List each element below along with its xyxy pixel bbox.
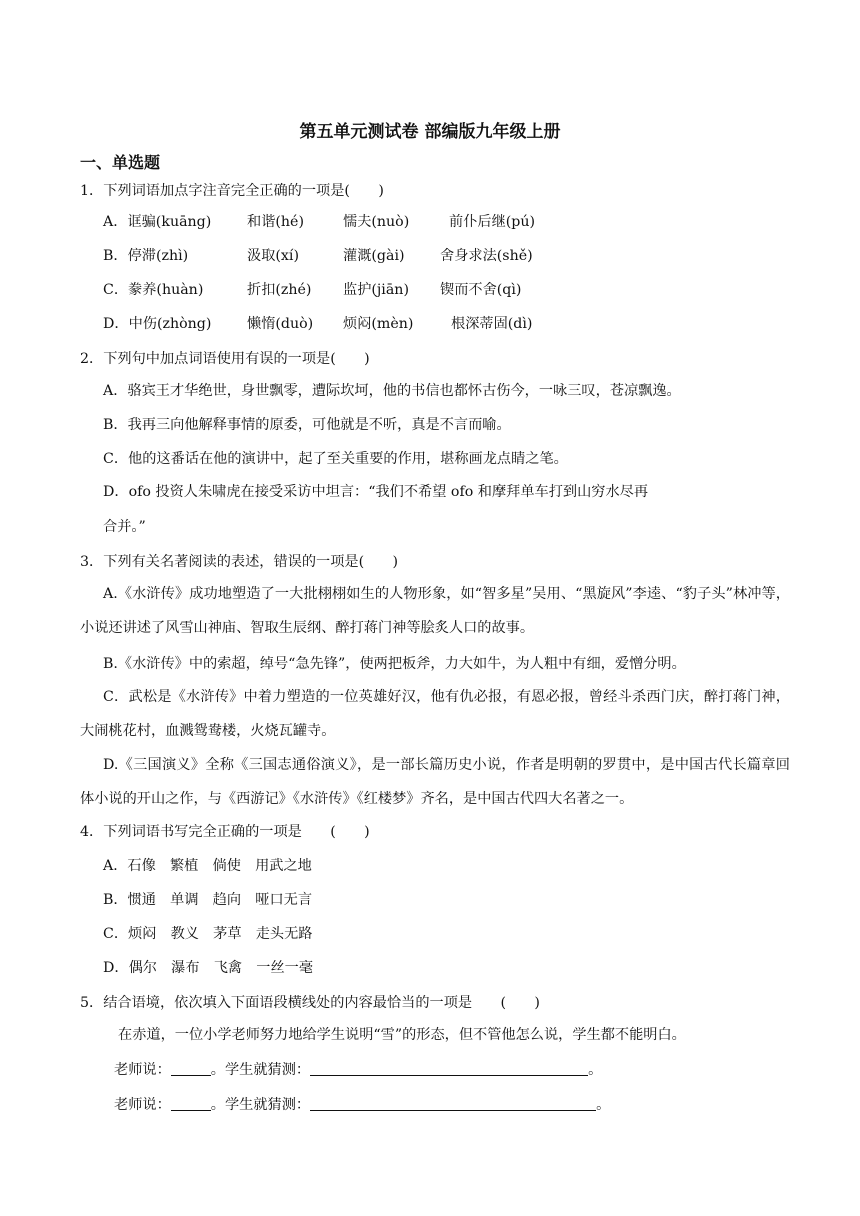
question-3-option-a: A.《水浒传》成功地塑造了一大批栩栩如生的人物形象，如“智多星”吴用、“黑旋风”李逵、“豹子头”林冲等，小说还讲述了风雪山神庙、智取生辰纲、醉打蒋门神等脍炙人口的故事。	[80, 586, 790, 636]
question-1-option-d: D．中伤(zhòng) 懒惰(duò) 烦闷(mèn) 根深蒂固(dì)	[103, 316, 533, 332]
page-title: 第五单元测试卷 部编版九年级上册	[299, 122, 561, 142]
question-2-option-d-continued: 合并。”	[103, 519, 146, 535]
question-1-option-b: B．停滞(zhì) 汲取(xí) 灌溉(gài) 舍身求法(shě)	[103, 248, 533, 264]
question-1-option-a: A．诓骗(kuāng) 和谐(hé) 懦夫(nuò) 前仆后继(pú)	[103, 214, 536, 230]
section-heading: 一、单选题	[80, 153, 161, 172]
question-4-option-b: B．惯通 单调 趋向 哑口无言	[103, 892, 313, 908]
question-3-stem: 3．下列有关名著阅读的表述，错误的一项是( )	[80, 554, 399, 570]
answer-blank	[310, 1061, 588, 1076]
question-1-stem: 1．下列词语加点字注音完全正确的一项是( )	[80, 183, 384, 199]
question-4-option-d: D．偶尔 瀑布 飞禽 一丝一毫	[103, 960, 314, 976]
question-5-blank-line-1: 老师说： 。学生就猜测： 。	[114, 1062, 603, 1078]
question-5-stem: 5．结合语境，依次填入下面语段横线处的内容最恰当的一项是 ( )	[80, 995, 540, 1011]
question-4-option-a: A．石像 繁植 倘使 用武之地	[103, 858, 312, 874]
question-2-option-a: A．骆宾王才华绝世，身世飘零，遭际坎坷，他的书信也都怀古伤今，一咏三叹，苍凉飘逸。	[103, 383, 681, 399]
question-4-stem: 4．下列词语书写完全正确的一项是 ( )	[80, 824, 370, 840]
question-5-blank-line-2: 老师说： 。学生就猜测： 。	[114, 1097, 611, 1113]
question-2-option-d: D．ofo 投资人朱啸虎在接受采访中坦言：“我们不希望 ofo 和摩拜单车打到山穷水尽再	[103, 484, 649, 500]
question-3-option-b: B.《水浒传》中的索超，绰号“急先锋”，使两把板斧，力大如牛，为人粗中有细，爱憎分明。	[103, 656, 686, 672]
answer-blank	[171, 1061, 211, 1076]
question-4-option-c: C．烦闷 教义 茅草 走头无路	[103, 926, 313, 942]
question-2-stem: 2．下列句中加点词语使用有误的一项是( )	[80, 351, 370, 367]
question-2-option-c: C．他的这番话在他的演讲中，起了至关重要的作用，堪称画龙点睛之笔。	[103, 451, 568, 467]
question-3-option-c: C．武松是《水浒传》中着力塑造的一位英雄好汉，他有仇必报，有恩必报，曾经斗杀西门庆，醉打蒋门神，大闹桃花村，血溅鸳鸯楼，火烧瓦罐寺。	[80, 689, 790, 739]
question-5-passage: 在赤道，一位小学老师努力地给学生说明“雪”的形态，但不管他怎么说，学生都不能明白。	[118, 1027, 686, 1043]
question-2-option-b: B．我再三向他解释事情的原委，可他就是不听，真是不言而喻。	[103, 417, 511, 433]
question-3-option-d: D.《三国演义》全称《三国志通俗演义》，是一部长篇历史小说，作者是明朝的罗贯中，是中国古代长篇章回体小说的开山之作，与《西游记》《水浒传》《红楼梦》齐名，是中国古代四大名著之一。	[80, 757, 790, 807]
answer-blank	[171, 1096, 211, 1111]
answer-blank	[310, 1096, 596, 1111]
question-1-option-c: C．豢养(huàn) 折扣(zhé) 监护(jiān) 锲而不舍(qì)	[103, 282, 522, 298]
